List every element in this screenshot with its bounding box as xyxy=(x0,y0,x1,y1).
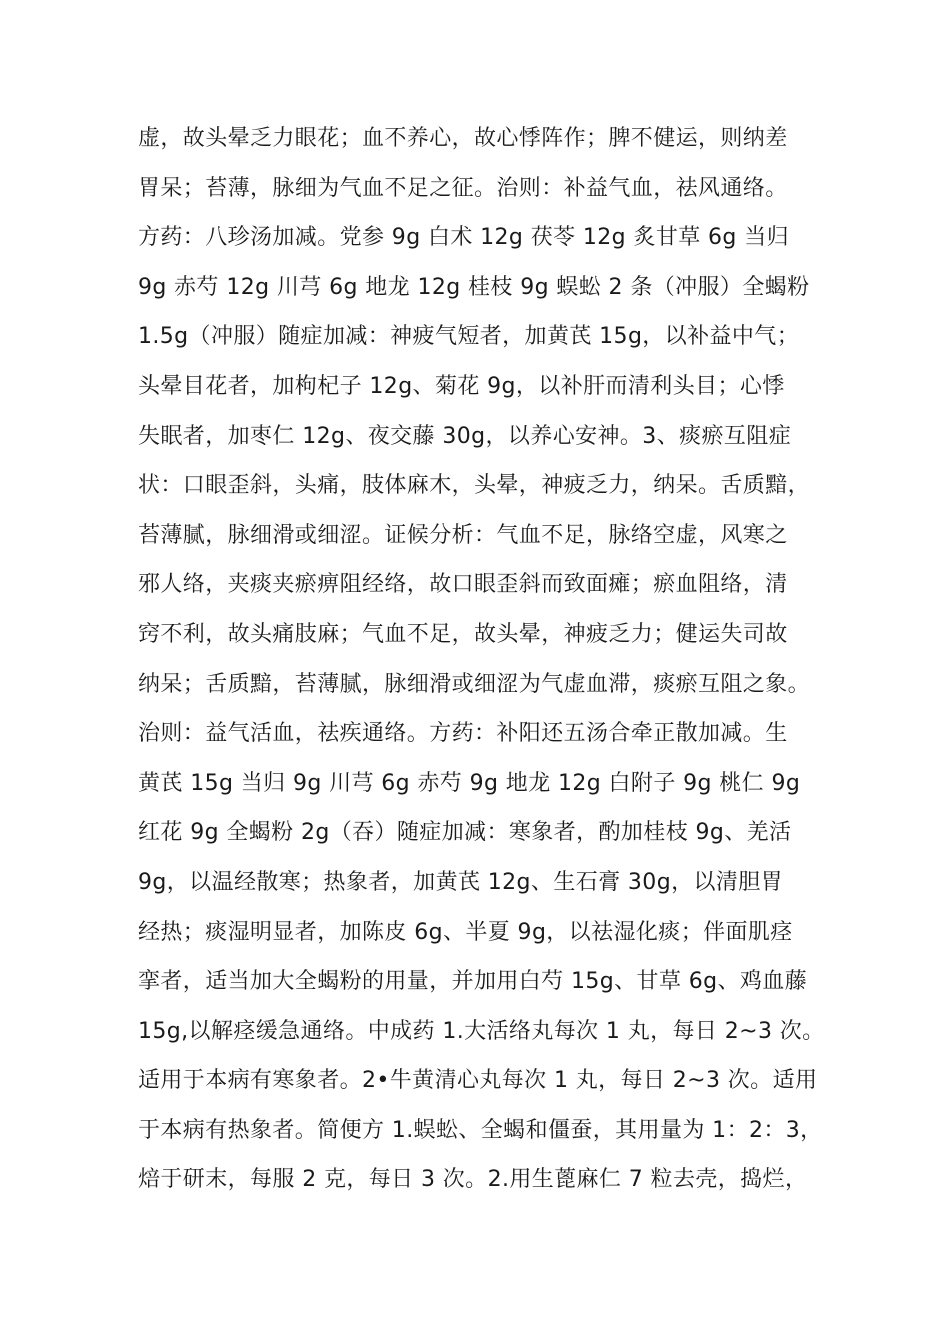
text-line: 苔薄腻，脉细滑或细涩。证候分析：气血不足，脉络空虚，风寒之 xyxy=(138,522,788,548)
text-line: 失眠者，加枣仁 12g、夜交藤 30g，以养心安神。3、痰瘀互阻症 xyxy=(138,423,792,449)
text-line: 挛者，适当加大全蝎粉的用量，并加用白芍 15g、甘草 6g、鸡血藤 xyxy=(138,969,808,995)
text-line: 胃呆；苔薄，脉细为气血不足之征。治则：补益气血，祛风通络。 xyxy=(138,175,788,201)
text-line: 黄芪 15g 当归 9g 川芎 6g 赤芍 9g 地龙 12g 白附子 9g 桃仁 9g xyxy=(138,770,801,796)
text-line: 9g，以温经散寒；热象者，加黄芪 12g、生石膏 30g，以清胆胃 xyxy=(138,869,784,895)
text-line: 邪人络，夹痰夹瘀痹阻经络，故口眼歪斜而致面瘫；瘀血阻络，清 xyxy=(138,572,788,598)
text-line: 头晕目花者，加枸杞子 12g、菊花 9g，以补肝而清利头目；心悸 xyxy=(138,373,785,399)
text-line: 焙于研末，每服 2 克，每日 3 次。2.用生蓖麻仁 7 粒去壳，捣烂， xyxy=(138,1167,808,1193)
body-text xyxy=(138,114,825,1205)
text-line: 适用于本病有寒象者。2•牛黄清心丸每次 1 丸，每日 2~3 次。适用 xyxy=(138,1068,818,1094)
text-line: 窍不利，故头痛肢麻；气血不足，故头晕，神疲乏力；健运失司故 xyxy=(138,621,788,647)
text-line: 1.5g（冲服）随症加减：神疲气短者，加黄芪 15g，以补益中气； xyxy=(138,324,800,350)
text-line: 状：口眼歪斜，头痛，肢体麻木，头晕，神疲乏力，纳呆。舌质黯， xyxy=(138,473,811,499)
text-line: 治则：益气活血，祛疾通络。方药：补阳还五汤合牵正散加减。生 xyxy=(138,721,788,747)
text-line: 虚，故头晕乏力眼花；血不养心，故心悸阵作；脾不健运，则纳差 xyxy=(138,126,788,151)
text-line: 9g 赤芍 12g 川芎 6g 地龙 12g 桂枝 9g 蜈蚣 2 条（冲服）全蝎粉 xyxy=(138,274,810,300)
text-line: 红花 9g 全蝎粉 2g（吞）随症加减：寒象者，酌加桂枝 9g、羌活 xyxy=(138,820,792,846)
text-line: 方药：八珍汤加减。党参 9g 白术 12g 茯苓 12g 炙甘草 6g 当归 xyxy=(138,225,789,251)
text-line: 经热；痰湿明显者，加陈皮 6g、半夏 9g，以祛湿化痰；伴面肌痉 xyxy=(138,919,793,945)
text-line: 15g,以解痉缓急通络。中成药 1.大活络丸每次 1 丸，每日 2~3 次。 xyxy=(138,1018,825,1044)
text-line: 纳呆；舌质黯，苔薄腻，脉细滑或细涩为气虚血滞，痰瘀互阻之象。 xyxy=(138,671,811,697)
text-line: 于本病有热象者。简便方 1.蜈蚣、全蝎和僵蚕，其用量为 1：2：3， xyxy=(138,1117,823,1143)
